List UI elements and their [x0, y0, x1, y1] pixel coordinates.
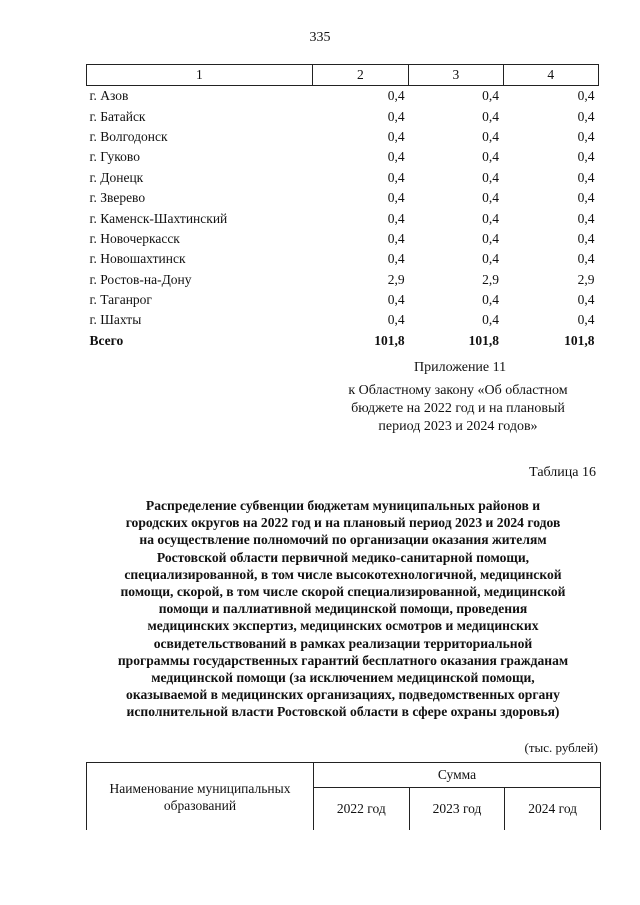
municipality-name: г. Таганрог [89, 292, 152, 308]
heading-line: специализированной, в том числе высокотехнологичной, медицинской [124, 566, 562, 582]
heading-line: исполнительной власти Ростовской области в сфере охраны здоровья) [126, 704, 560, 720]
value-2024: 0,4 [577, 210, 595, 226]
value-2023: 0,4 [482, 149, 500, 165]
value-2022: 2,9 [387, 271, 405, 287]
value-2024: 0,4 [577, 108, 595, 124]
column-number: 4 [503, 65, 598, 86]
value-2024: 0,4 [577, 292, 595, 308]
value-2024: 0,4 [577, 251, 595, 267]
table-heading [86, 497, 600, 721]
value-2022: 0,4 [387, 190, 405, 206]
municipality-name: г. Азов [89, 88, 129, 104]
sum-column-header: Сумма [314, 763, 601, 788]
value-2023: 101,8 [468, 332, 500, 348]
table-row [87, 208, 599, 228]
municipality-name: г. Батайск [89, 108, 146, 124]
value-2024: 2,9 [577, 271, 595, 287]
continuation-table [86, 64, 599, 351]
appendix-title: Приложение 11 [414, 360, 507, 375]
municipality-name: г. Гуково [89, 149, 140, 165]
value-2024: 0,4 [577, 312, 595, 328]
value-2022: 0,4 [387, 312, 405, 328]
value-2023: 2,9 [482, 271, 500, 287]
appendix-note-line: период 2023 и 2024 годов» [378, 419, 538, 434]
table-row [87, 270, 599, 290]
value-2022: 101,8 [374, 332, 405, 348]
value-2023: 0,4 [482, 88, 500, 104]
municipality-name: Всего [89, 332, 124, 348]
table-row [87, 127, 599, 147]
value-2024: 0,4 [577, 128, 595, 144]
heading-line: медицинских экспертиз, медицинских осмотров и медицинских [147, 618, 539, 634]
municipality-name: г. Зверево [89, 190, 146, 206]
heading-line: помощи, скорой, в том числе скорой специализированной, медицинской [120, 584, 566, 600]
value-2023: 0,4 [482, 210, 500, 226]
municipality-name: г. Каменск-Шахтинский [89, 210, 228, 226]
heading-line: медицинской помощи (за исключением медицинской помощи, [151, 670, 535, 686]
municipality-name: г. Шахты [89, 312, 142, 328]
header-line: образований [163, 797, 237, 813]
value-2022: 0,4 [387, 169, 405, 185]
municipality-name: г. Новочеркасск [89, 230, 180, 246]
table-row [87, 249, 599, 269]
value-2022: 0,4 [387, 149, 405, 165]
municipality-name: г. Волгодонск [89, 128, 168, 144]
value-2022: 0,4 [387, 210, 405, 226]
value-2024: 0,4 [577, 190, 595, 206]
column-number: 1 [87, 65, 313, 86]
heading-line: помощи и паллиативной медицинской помощи, проведения [158, 601, 528, 617]
value-2023: 0,4 [482, 292, 500, 308]
table-row [87, 106, 599, 126]
value-2023: 0,4 [482, 251, 500, 267]
heading-line: Распределение субвенции бюджетам муниципальных районов и [145, 498, 541, 513]
unit-label: (тыс. рублей) [524, 740, 598, 755]
header-line: Наименование муниципальных [109, 780, 291, 796]
name-column-header [87, 763, 314, 831]
value-2022: 0,4 [387, 230, 405, 246]
value-2023: 0,4 [482, 230, 500, 246]
page-number: 335 [309, 30, 331, 45]
table-row [87, 168, 599, 188]
value-2022: 0,4 [387, 251, 405, 267]
value-2024: 0,4 [577, 230, 595, 246]
value-2024: 101,8 [564, 332, 595, 348]
value-2023: 0,4 [482, 128, 500, 144]
municipality-name: г. Новошахтинск [89, 251, 186, 267]
column-number: 3 [409, 65, 503, 86]
heading-line: Ростовской области первичной медико-санитарной помощи, [156, 549, 530, 565]
column-number-row [87, 65, 599, 86]
column-number: 2 [312, 65, 408, 86]
heading-line: программы государственных гарантий бесплатного оказания гражданам [117, 652, 569, 668]
table-row [87, 310, 599, 330]
value-2024: 0,4 [577, 169, 595, 185]
table-row [87, 188, 599, 208]
value-2022: 0,4 [387, 128, 405, 144]
value-2022: 0,4 [387, 108, 405, 124]
table-row [87, 229, 599, 249]
heading-line: оказываемой в медицинских организациях, подведомственных органу [126, 687, 560, 703]
municipality-name: г. Донецк [89, 169, 144, 185]
appendix-note-line: бюджете на 2022 год и на плановый [351, 401, 565, 416]
appendix-note-line: к Областному закону «Об областном [348, 383, 568, 398]
table-number: Таблица 16 [529, 465, 596, 480]
year-column-header: 2022 год [314, 788, 410, 831]
table-row [87, 147, 599, 167]
year-column-header: 2024 год [505, 788, 601, 831]
value-2023: 0,4 [482, 169, 500, 185]
value-2022: 0,4 [387, 292, 405, 308]
value-2023: 0,4 [482, 312, 500, 328]
value-2023: 0,4 [482, 108, 500, 124]
heading-line: городских округов на 2022 год и на плановый период 2023 и 2024 годов [125, 515, 561, 531]
value-2023: 0,4 [482, 190, 500, 206]
municipality-name: г. Ростов-на-Дону [89, 271, 192, 287]
heading-line: освидетельствований в рамках реализации территориальной [153, 635, 533, 651]
table-row [87, 86, 599, 107]
value-2022: 0,4 [387, 88, 405, 104]
heading-line: на осуществление полномочий по организации оказания жителям [139, 532, 547, 548]
table-row [87, 290, 599, 310]
distribution-table-header [86, 762, 601, 830]
value-2024: 0,4 [577, 88, 595, 104]
value-2024: 0,4 [577, 149, 595, 165]
total-row [87, 331, 599, 351]
appendix-note [320, 382, 596, 436]
year-column-header: 2023 год [409, 788, 505, 831]
